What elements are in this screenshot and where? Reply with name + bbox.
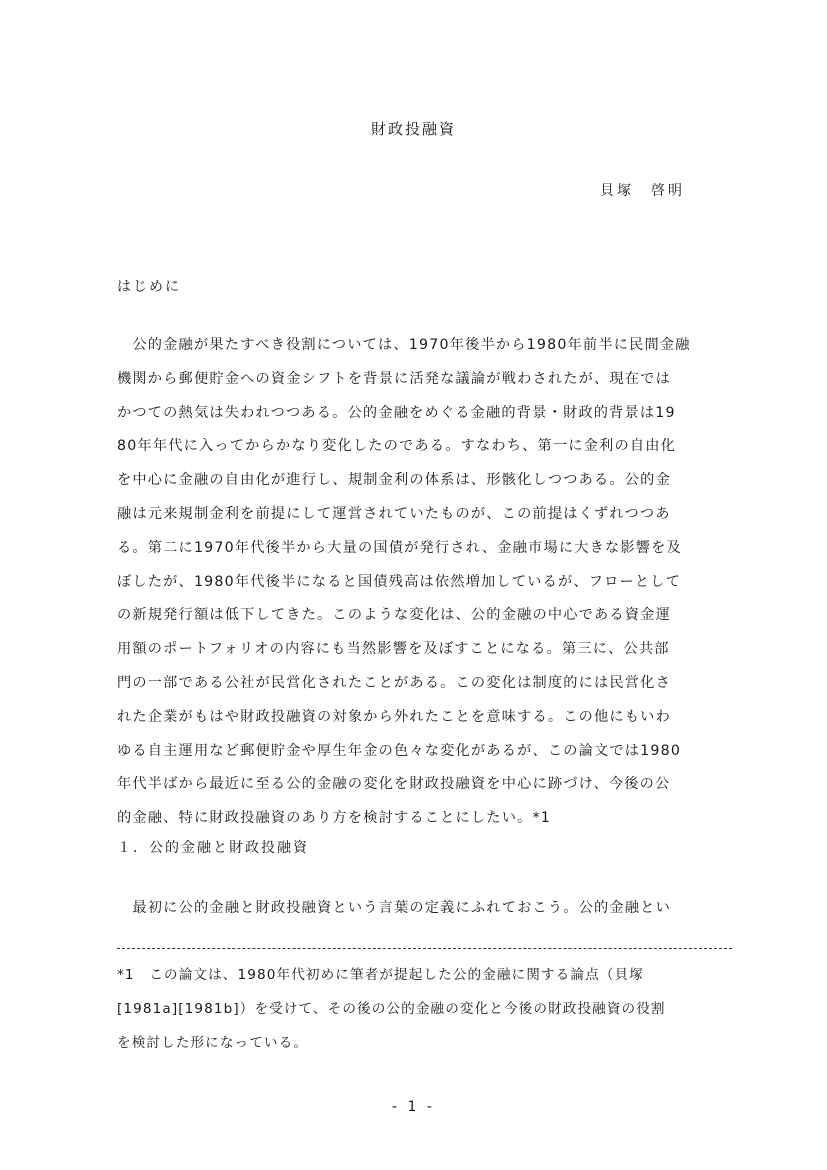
paragraph-line: 融は元来規制金利を前提にして運営されていたものが、この前提はくずれつつあ	[117, 505, 671, 522]
paragraph-line: ぼしたが、1980年代後半になると国債残高は依然増加しているが、フローとして	[117, 573, 682, 590]
document-title: 財政投融資	[370, 120, 456, 138]
paragraph-line: れた企業がもはや財政投融資の対象から外れたことを意味する。この他にもいわ	[117, 708, 671, 725]
author-name: 貝塚 啓明	[600, 183, 685, 199]
paragraph-line: 的金融、特に財政投融資のあり方を検討することにしたい。*1	[117, 810, 551, 827]
section-heading-1: １．公的金融と財政投融資	[117, 840, 309, 856]
paragraph-line: ゆる自主運用など郵便貯金や厚生年金の色々な変化があるが、この論文では1980	[117, 742, 682, 759]
paragraph-line: 用額のポートフォリオの内容にも当然影響を及ぼすことになる。第三に、公共部	[117, 641, 670, 658]
footnote	[117, 958, 737, 1060]
paragraph-line: 公的金融が果たすべき役割については、1970年後半から1980年前半に民間金融	[117, 337, 691, 353]
section-1-first-line: 最初に公的金融と財政投融資という言葉の定義にふれておこう。公的金融とい	[117, 900, 671, 916]
footnote-divider	[117, 948, 732, 949]
paragraph-line: を中心に金融の自由化が進行し、規制金利の体系は、形骸化しつつある。公的金	[117, 472, 671, 489]
footnote-line: *1 この論文は、1980年代初めに筆者が提起した公的金融に関する論点（貝塚	[117, 967, 644, 983]
paragraph-line: かつての熱気は失われつつある。公的金融をめぐる金融的背景・財政的背景は19	[117, 404, 676, 421]
section-heading-intro: はじめに	[117, 279, 181, 295]
footnote-line: [1981a][1981b]）を受けて、その後の公的金融の変化と今後の財政投融資の役割	[117, 1001, 666, 1017]
paragraph-line: の新規発行額は低下してきた。このような変化は、公的金融の中心である資金運	[117, 607, 671, 624]
paragraph-line: 機関から郵便貯金への資金シフトを背景に活発な議論が戦わされたが、現在では	[117, 370, 671, 387]
paragraph-line: 門の一部である公社が民営化されたことがある。この変化は制度的には民営化さ	[117, 674, 671, 691]
footnote-line: を検討した形になっている。	[117, 1035, 309, 1051]
paragraph-line: る。第二に1970年代後半から大量の国債が発行され、金融市場に大きな影響を及	[117, 539, 682, 556]
paragraph-line: 80年年代に入ってからかなり変化したのである。すなわち、第一に金利の自由化	[117, 438, 677, 455]
intro-paragraph	[117, 329, 737, 836]
page-number: - 1 -	[392, 1099, 435, 1115]
paragraph-line: 年代半ばから最近に至る公的金融の変化を財政投融資を中心に跡づけ、今後の公	[117, 776, 671, 793]
